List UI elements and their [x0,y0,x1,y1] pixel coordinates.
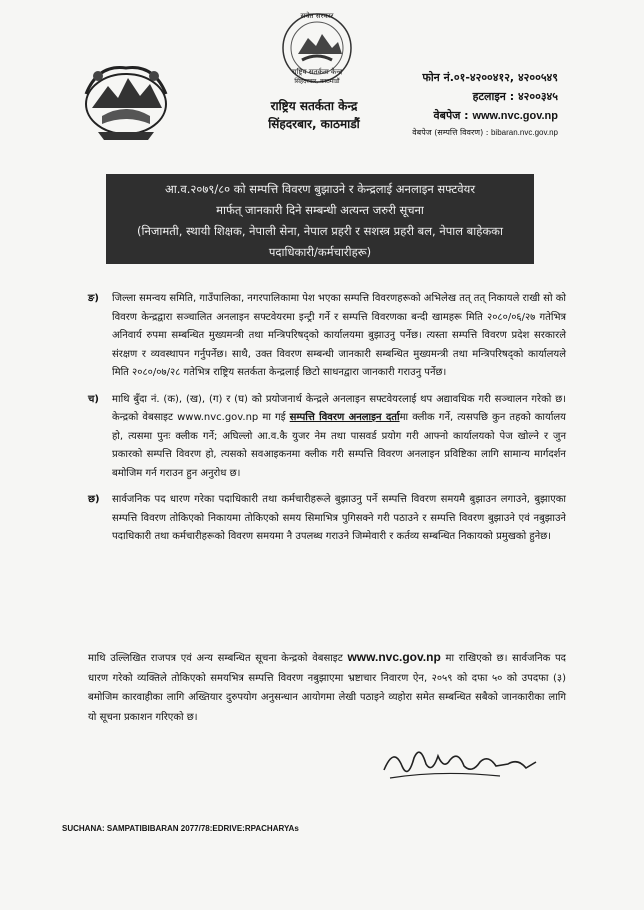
hotline-row [348,87,558,106]
organization-name: राष्ट्रिय सतर्कता केन्द्र [270,99,358,113]
document-reference: SUCHANA: SAMPATIBIBARAN 2077/78:EDRIVE:RPACHARYAs [62,824,299,833]
notice-item [88,290,566,383]
bibaran-label: वेबपेज (सम्पत्ति विवरण) : [412,128,489,137]
phone-numbers: फोन नं.०१-४२००४१२, ४२००५४९ [422,71,558,84]
banner-line-3: (निजामती, स्थायी शिक्षक, नेपाली सेना, नेपाल प्रहरी र सशस्त्र प्रहरी बल, नेपाल बाहेकका [137,224,503,238]
seal-text-top: सचेत सरकार [300,12,334,20]
bibaran-row [348,126,558,140]
bibaran-link[interactable]: bibaran.nvc.gov.np [490,128,558,137]
item-marker: छ) [88,494,100,505]
item-text-after: मा क्लीक गर्ने, त्यसपछि कुन तहको कार्यालय हो, त्यसमा पुनः क्लीक गर्ने; अघिल्लो आ.व.कै युजर नेम तथा पासवर्ड प्रयोग गरी आफ्नो कार्यालयको पेज खोल्ने र जुन प्रकारको सम्पत्ति विवरण हो, त्यसको सवआइकनमा क्लीक गरी सम्पत्ति विवरण अनलाइन प्रविष्टिका लागि सामान्य मार्गदर्शन बमोजिम गर्न गराउन हुन अनुरोध छ। [112,412,566,479]
website-row [348,106,558,126]
item-marker: च) [88,393,99,405]
website-link[interactable]: www.nvc.gov.np [472,110,558,122]
closing-text-after: मा राखिएको छ। सार्वजनिक पद धारण गरेको व्यक्तिले तोकिएको समयभित्र सम्पत्ति विवरण नबुझाएमा भ्रष्टाचार निवारण ऐन, २०५९ को दफा ५० को उपदफा (३) बमोजिम कारवाहीका लागि अख्तियार दुरुपयोग अनुसन्धान आयोगमा लेखी पठाइने व्यहोरा समेत सम्बन्धित सबैको जानकारीका लागि यो सूचना प्रकाशन गरिएको छ। [88,653,566,723]
item-text: जिल्ला समन्वय समिति, गाउँपालिका, नगरपालिकामा पेश भएका सम्पत्ति विवरणहरूको अभिलेख तत् तत् निकायले राखी सो को विवरण केन्द्रद्वारा सञ्चालित अनलाइन सफ्टवेयरमा इन्ट्री गर्ने र सम्पत्ति विवरणका बन्दी खामहरू मिति २०८०/०६/२७ गतेभित्र अनिवार्य रुपमा सम्बन्धित मुख्यमन्त्री तथा मन्त्रिपरिषद्को कार्यालयमा बुझाउनु पर्नेछ। त्यस्ता सम्पत्ति विवरण प्रदेश सरकारले संरक्षण र व्यवस्थापन गर्नुपर्नेछ। साथै, उक्त विवरण सम्बन्धी जानकारी सम्बन्धित मुख्यमन्त्री तथा मन्त्रिपरिषद्को कार्यालयले मिति २०८०/०७/२८ गतेभित्र राष्ट्रिय सतर्कता केन्द्रलाई छिटो साधनद्वारा जानकारी गराउनु पर्नेछ। [112,293,566,378]
seal-text-mid: राष्ट्रिय सतर्कता केन्द्र [291,68,343,76]
seal-text-bottom: सिंहदरबार, काठमाडौं [294,78,340,85]
notice-items [88,290,566,555]
contact-block [348,68,558,140]
item-text: सार्वजनिक पद धारण गरेका पदाधिकारी तथा कर्मचारीहरूले बुझाउनु पर्ने सम्पत्ति विवरण समयमै बुझाउन लगाउने, बुझाएका सम्पत्ति विवरण तोकिएको निकायमा तोकिएको समय सिमाभित्र पुगिसक्ने गरी पठाउने र सम्पत्ति विवरण बुझाउने एवं नबुझाउने पदाधिकारी तथा कर्मचारीहरूको विवरण समयमा नै उपलब्ध गराउने जिम्मेवारी र कर्तव्य सम्बन्धित निकायको प्रमुखको हुनेछ। [112,494,566,542]
hotline-label: हटलाइन : [472,90,515,103]
organization-address: सिंहदरबार, काठमाडौं [268,117,360,131]
item-text-before: माथि बुँदा नं. (क), (ख), (ग) र (घ) को प्रयोजनार्थ केन्द्रले अनलाइन सफ्टवेयरलाई थप अद्यावधिक गरी सञ्चालन गरेको छ। केन्द्रको वेबसाइट www.nvc.gov.np मा गई [112,393,566,423]
hotline-number: ४२००३४५ [517,90,558,103]
office-seal [276,8,358,104]
website-label: वेबपेज : [433,109,469,122]
closing-website-link[interactable]: www.nvc.gov.np [347,650,441,664]
item-marker: ङ) [88,293,99,304]
banner-line-2: मार्फत् जानकारी दिने सम्बन्धी अत्यन्त जरुरी सूचना [216,203,424,217]
seal-icon [276,8,358,104]
banner-line-1: आ.व.२०७९/८० को सम्पत्ति विवरण बुझाउने र केन्द्रलाई अनलाइन सफ्टवेयर [164,182,476,196]
notice-item [88,391,566,484]
national-emblem-icon [78,58,174,146]
notice-title-banner [106,174,534,264]
notice-item [88,491,566,547]
closing-text-before: माथि उल्लिखित राजपत्र एवं अन्य सम्बन्धित सूचना केन्द्रको वेबसाइट [88,653,348,664]
banner-line-4: पदाधिकारी/कर्मचारीहरू) [268,245,372,259]
online-registration-link[interactable]: सम्पत्ति विवरण अनलाइन दर्ता [289,412,400,423]
closing-paragraph [88,648,566,727]
signature-icon [380,740,540,784]
